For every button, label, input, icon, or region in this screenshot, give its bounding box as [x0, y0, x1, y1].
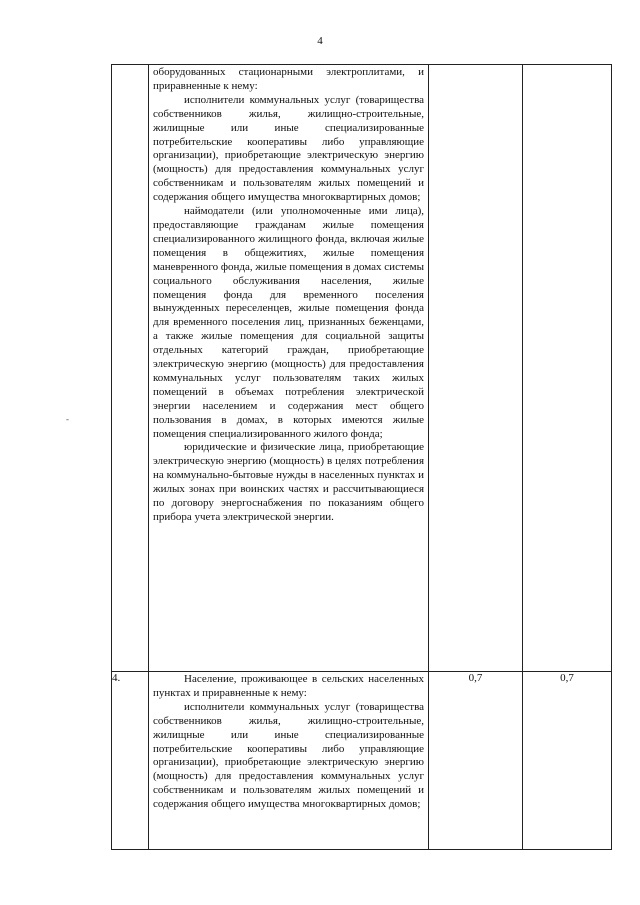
table-row-continuation: [112, 65, 612, 672]
row-description-cell: [149, 65, 429, 672]
tariff-table: [111, 64, 612, 850]
paragraph: наймодатели (или уполномоченные ими лица), предоставляющие гражданам жилые помещения специализированного жилищного фонда, включая жилые помещения в общежитиях, жилые помещения маневренного фонда, жилые помещения в домах системы социального обслуживания населения, жилые помещения фонда для временного поселения вынужденных переселенцев, жилые помещения фонда для временного поселения лиц, признанных беженцами, а также жилые помещения для социальной защиты отдельных категорий граждан, приобретающие электрическую энергию (мощность) для предоставления коммунальных услуг пользователям таких жилых помещений в объемах потребления электрической энергии населением и содержания мест общего пользования в домах, в которых имеются жилые помещения специализированного жилого фонда;: [153, 205, 424, 440]
value-2-cell: [523, 65, 612, 672]
margin-mark: -: [66, 414, 69, 424]
value-1-cell: [429, 65, 523, 672]
paragraph: исполнители коммунальных услуг (товарищества собственников жилья, жилищно-строительные, жилищные или иные специализированные потребительские кооперативы либо управляющие организации), приобретающие электрическую энергию (мощность) для предоставления коммунальных услуг собственникам и пользователям жилых помещений и содержания общего имущества многоквартирных домов;: [153, 700, 424, 811]
paragraph: исполнители коммунальных услуг (товарищества собственников жилья, жилищно-строительные, жилищные или иные специализированные потребительские кооперативы либо управляющие организации), приобретающие электрическую энергию (мощность) для предоставления коммунальных услуг собственникам и пользователям жилых помещений и содержания общего имущества многоквартирных домов;: [153, 93, 424, 204]
table-row-4: [112, 672, 612, 850]
row-number-cell: 4.: [112, 672, 149, 850]
paragraph: Население, проживающее в сельских населенных пунктах и приравненные к нему:: [153, 673, 424, 699]
paragraph: оборудованных стационарными электроплитами, и приравненные к нему:: [153, 66, 424, 92]
row-description-cell: [149, 672, 429, 850]
row-number-cell: [112, 65, 149, 672]
value-2-cell: 0,7: [523, 672, 612, 850]
page-number: 4: [317, 35, 323, 47]
paragraph: юридические и физические лица, приобретающие электрическую энергию (мощность) в целях потребления на коммунально-бытовые нужды в населенных пунктах и жилых зонах при воинских частях и рассчитывающиеся по договору энергоснабжения по показаниям общего прибора учета электрической энергии.: [153, 441, 424, 523]
value-1-cell: 0,7: [429, 672, 523, 850]
